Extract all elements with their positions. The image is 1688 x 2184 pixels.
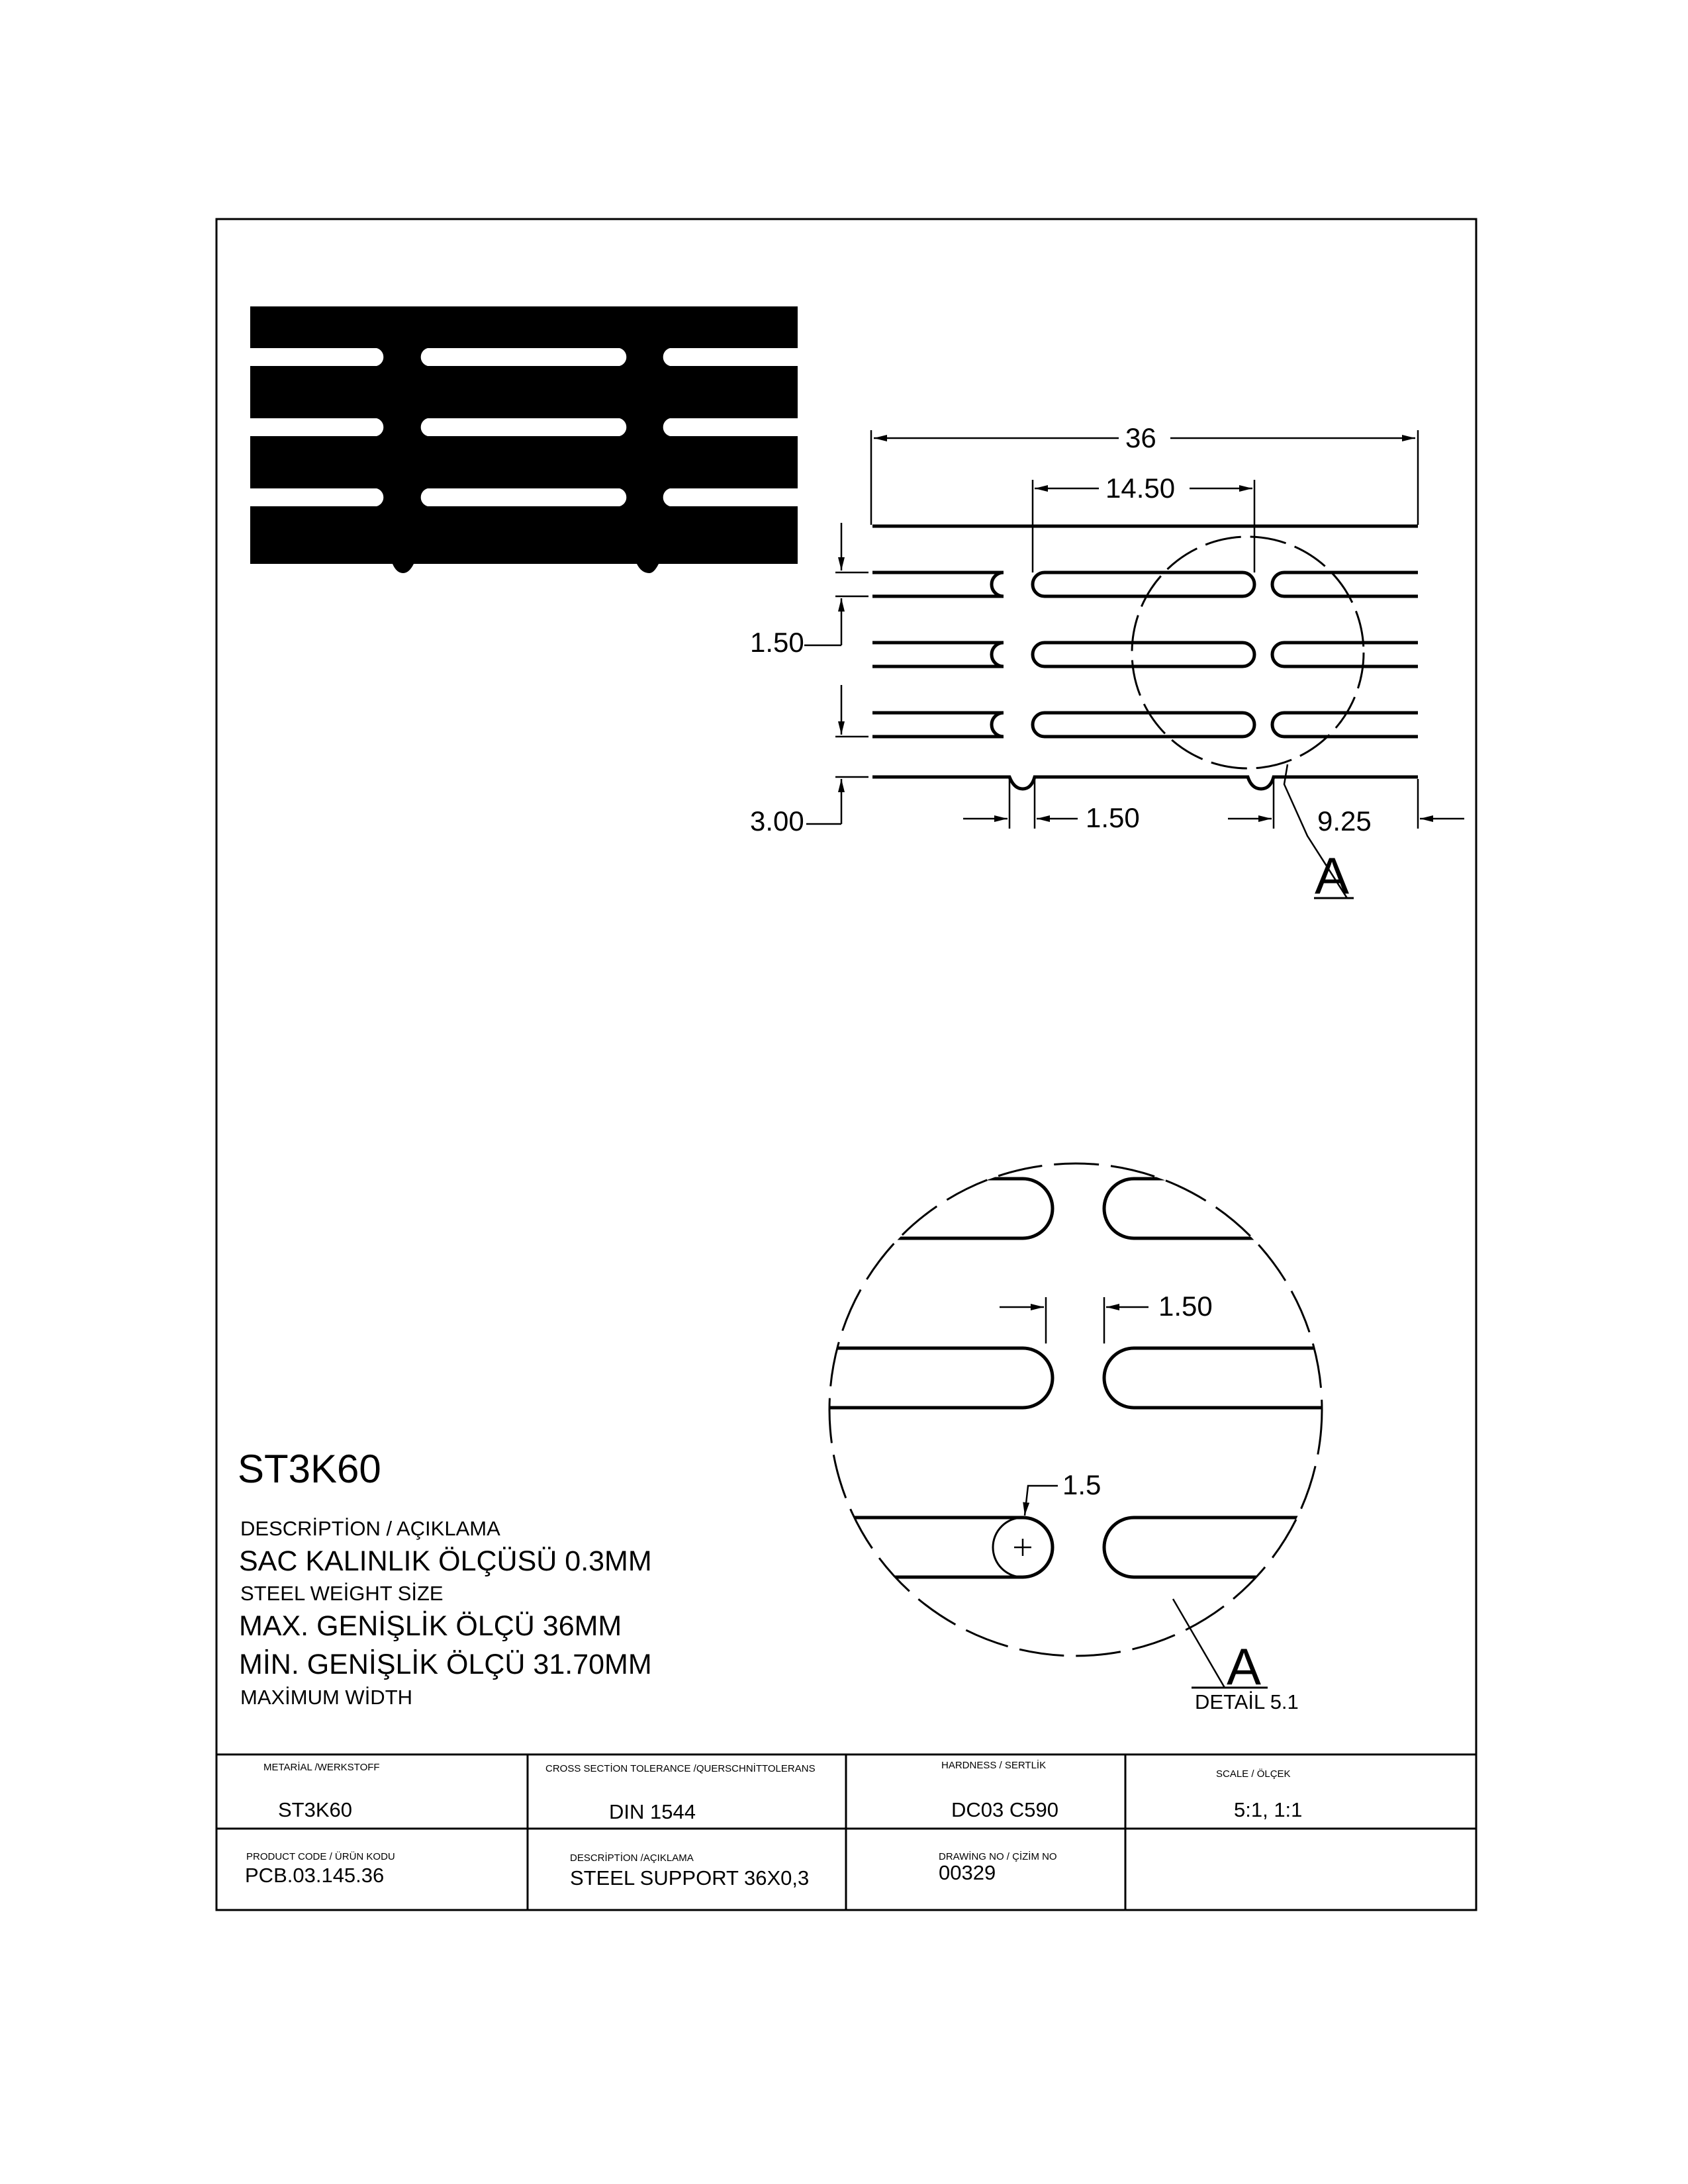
hardness-value: DC03 C590 — [951, 1798, 1058, 1821]
detail-caption-text: DETAİL 5.1 — [1195, 1690, 1299, 1713]
note-maximum-width: MAXİMUM WİDTH — [240, 1686, 413, 1709]
description-value: STEEL SUPPORT 36X0,3 — [570, 1866, 810, 1889]
detail-dimension-label-gap: 1.50 — [1158, 1291, 1213, 1322]
detail-dimension-gap — [1000, 1297, 1149, 1343]
drawing-number-value: 00329 — [939, 1861, 996, 1884]
product-code-label: PRODUCT CODE / ÜRÜN KODU — [246, 1851, 395, 1862]
drawing-code: ST3K60 — [238, 1447, 381, 1491]
dimension-edge-height — [806, 685, 868, 824]
description-header: DESCRİPTİON / AÇIKLAMA — [240, 1517, 500, 1540]
hardness-label: HARDNESS / SERTLİK — [941, 1760, 1047, 1771]
detail-dimension-label-radius: 1.5 — [1062, 1469, 1102, 1500]
part-outline-view — [872, 526, 1418, 789]
dimension-label-edge-height: 3.00 — [750, 805, 804, 837]
tolerance-value: DIN 1544 — [609, 1800, 696, 1823]
material-value: ST3K60 — [278, 1798, 353, 1821]
detail-radius-leader — [1025, 1486, 1058, 1516]
note-min-width: MİN. GENİŞLİK ÖLÇÜ 31.70MM — [239, 1649, 652, 1680]
tolerance-label: CROSS SECTİON TOLERANCE /QUERSCHNİTTOLERANS — [545, 1763, 816, 1774]
dimension-gap — [963, 779, 1078, 829]
dimension-label-overall: 36 — [1125, 422, 1156, 453]
scale-label: SCALE / ÖLÇEK — [1216, 1768, 1291, 1780]
dimension-label-end-margin: 9.25 — [1317, 805, 1372, 837]
part-silhouette — [250, 306, 798, 573]
description-label: DESCRİPTİON /AÇIKLAMA — [570, 1852, 694, 1864]
dimension-row-height — [804, 523, 868, 645]
note-max-width: MAX. GENİŞLİK ÖLÇÜ 36MM — [239, 1610, 622, 1642]
drawing-number-label: DRAWİNG NO / ÇİZİM NO — [939, 1851, 1057, 1862]
material-label: METARİAL /WERKSTOFF — [263, 1762, 380, 1773]
detail-caption-marker: A — [1227, 1637, 1262, 1696]
product-code-value: PCB.03.145.36 — [245, 1864, 385, 1887]
dimension-label-gap: 1.50 — [1086, 802, 1140, 833]
note-sheet-thickness: SAC KALINLIK ÖLÇÜSÜ 0.3MM — [239, 1545, 652, 1577]
detail-view — [811, 1163, 1340, 1656]
scale-value: 5:1, 1:1 — [1234, 1798, 1303, 1821]
detail-marker-label: A — [1315, 846, 1350, 905]
dimension-label-row-height: 1.50 — [750, 627, 804, 658]
note-steel-weight-size: STEEL WEİGHT SİZE — [240, 1582, 444, 1605]
dimension-label-pitch: 14.50 — [1105, 473, 1176, 504]
